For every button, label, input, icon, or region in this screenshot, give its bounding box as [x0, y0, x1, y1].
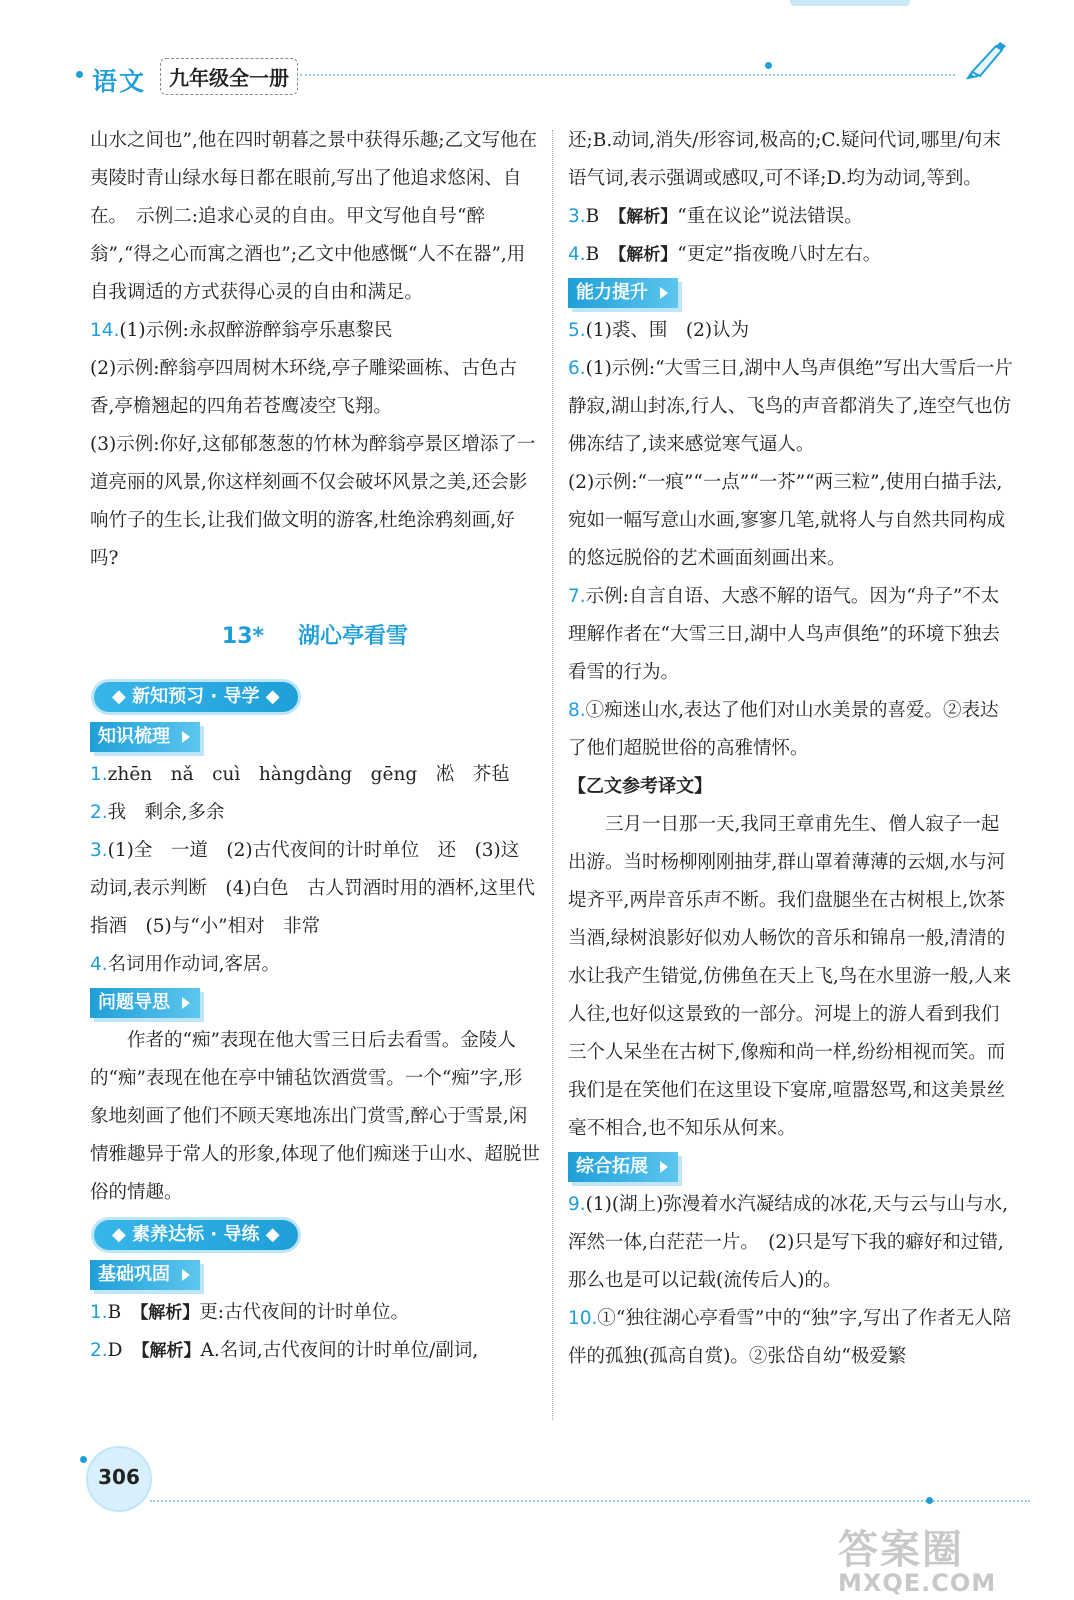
column-divider: [552, 130, 553, 1420]
right-column: [568, 122, 1016, 1376]
answer-3: 3.B 【解析】“重在议论”说法错误。: [568, 206, 863, 227]
answer-7: 7.示例:自言自语、大惑不解的语气。因为“舟子”不太理解作者在“大雪三日,湖中人鸟声俱绝”的环境下独去看雪的行为。: [568, 586, 1000, 683]
answer-2-continued: 还;B.动词,消失/形容词,极高的;C.疑问代词,哪里/句末语气词,表示强调或感叹,可不译;D.均为动词,等到。: [568, 130, 1001, 189]
translation-paragraph: 三月一日那一天,我同王章甫先生、僧人寂子一起出游。当时杨柳刚刚抽芽,群山罩着薄薄的云烟,水与河堤齐平,两岸音乐声不断。我们盘腿坐在古树根上,饮茶当酒,绿树浪影好似劝人畅饮的音乐和锦帛一般,清清的水让我产生错觉,仿佛鱼在天上飞,鸟在水里游一般,人来人往,也好似这景致的一部分。河堤上的游人看到我们三个人呆坐在古树下,像痴和尚一样,纷纷相视而笑。而我们是在笑他们在这里设下宴席,喧嚣怒骂,和这美景丝毫不相合,也不知乐从何来。: [568, 814, 1012, 1139]
lesson-title: 13* 湖心亭看雪: [221, 624, 409, 649]
section-header-knowledge: 知识梳理: [90, 722, 200, 752]
basic-2: 2.D 【解析】A.名词,古代夜间的计时单位/副词,: [90, 1340, 479, 1361]
grade-label: 九年级全一册: [160, 58, 298, 95]
section-pill-preview: ◆ 新知预习 · 导学 ◆: [94, 682, 298, 712]
answer-6-1: 6.(1)示例:“大雪三日,湖中人鸟声俱绝”写出大雪后一片静寂,湖山封冻,行人、飞鸟的声音都消失了,连空气也仿佛冻结了,读来感觉寒气逼人。: [568, 358, 1013, 455]
arrow-right-icon: [660, 1161, 668, 1173]
watermark-logo: 答案圈 MXQE.COM: [838, 1527, 997, 1597]
pen-icon: [962, 38, 1012, 80]
answer-6-2: (2)示例:“一痕”“一点”“一芥”“两三粒”,使用白描手法,宛如一幅写意山水画,寥寥几笔,就将人与自然共同构成的悠远脱俗的艺术画面刻画出来。: [568, 472, 1006, 569]
knowledge-1: 1.zhēn nǎ cuì hàngdàng gēng 凇 芥毡: [90, 764, 510, 785]
section-header-basics: 基础巩固: [90, 1260, 200, 1290]
answer-14-1: 14.(1)示例:永叔醉游醉翁亭乐惠黎民: [90, 320, 393, 341]
section-header-questions: 问题导思: [90, 988, 200, 1018]
top-accent-bar: [790, 0, 910, 6]
answer-10: 10.①“独往湖心亭看雪”中的“独”字,写出了作者无人陪伴的孤独(孤高自赏)。②张岱自幼“极爱繁: [568, 1308, 1012, 1367]
arrow-right-icon: [660, 287, 668, 299]
answer-9: 9.(1)(湖上)弥漫着水汽凝结成的冰花,天与云与山与水,浑然一体,白茫茫一片。 (2)只是写下我的癖好和过错,那么也是可以记载(流传后人)的。: [568, 1194, 1009, 1291]
page-header: [0, 0, 1074, 110]
answer-14-2: (2)示例:醉翁亭四周树木环绕,亭子雕梁画栋、古色古香,亭檐翘起的四角若苍鹰凌空飞翔。: [90, 358, 517, 417]
subject-label: 语文: [92, 67, 147, 96]
footer-dot: [926, 1497, 933, 1504]
question-guide-paragraph: 作者的“痴”表现在他大雪三日后去看雪。金陵人的“痴”表现在他在亭中铺毡饮酒赏雪。一个“痴”字,形象地刻画了他们不顾天寒地冻出门赏雪,醉心于雪景,闲情雅趣异于常人的形象,体现了他们痴迷于山水、超脱世俗的情趣。: [90, 1030, 540, 1203]
section-pill-practice: ◆ 素养达标 · 导练 ◆: [94, 1220, 298, 1250]
page-number: 306: [98, 1465, 140, 1489]
footer-dot: [80, 1456, 87, 1463]
answer-8: 8.①痴迷山水,表达了他们对山水美景的喜爱。②表达了他们超脱世俗的高雅情怀。: [568, 700, 999, 759]
section-header-extension: 综合拓展: [568, 1152, 678, 1182]
paragraph: 山水之间也”,他在四时朝暮之景中获得乐趣;乙文写他在夷陵时青山绿水每日都在眼前,写出了他追求悠闲、自在。 示例二:追求心灵的自由。甲文写他自号“醉翁”,“得之心而寓之酒也”;乙文中他感慨“人不在器”,用自我调适的方式获得心灵的自由和满足。: [90, 130, 538, 303]
answer-14-3: (3)示例:你好,这郁郁葱葱的竹林为醉翁亭景区增添了一道亮丽的风景,你这样刻画不仅会破坏风景之美,还会影响竹子的生长,让我们做文明的游客,杜绝涂鸦刻画,好吗?: [90, 434, 536, 569]
header-dotted-line: [300, 74, 955, 76]
knowledge-3: 3.(1)全 一道 (2)古代夜间的计时单位 还 (3)这 动词,表示判断 (4)白色 古人罚酒时用的酒杯,这里代指酒 (5)与“小”相对 非常: [90, 840, 538, 937]
arrow-right-icon: [182, 997, 190, 1009]
basic-1: 1.B 【解析】更:古代夜间的计时单位。: [90, 1302, 410, 1323]
section-header-ability: 能力提升: [568, 278, 678, 308]
knowledge-2: 2.我 剩余,多余: [90, 802, 225, 823]
answer-5: 5.(1)裘、围 (2)认为: [568, 320, 750, 341]
left-column: [90, 122, 540, 1370]
header-dot: [765, 62, 772, 69]
knowledge-4: 4.名词用作动词,客居。: [90, 954, 281, 975]
answer-4: 4.B 【解析】“更定”指夜晚八时左右。: [568, 244, 882, 265]
header-dot: [76, 71, 83, 78]
arrow-right-icon: [182, 731, 190, 743]
arrow-right-icon: [182, 1269, 190, 1281]
footer-dotted-line: [150, 1500, 1030, 1502]
translation-title: 【乙文参考译文】: [568, 776, 712, 797]
